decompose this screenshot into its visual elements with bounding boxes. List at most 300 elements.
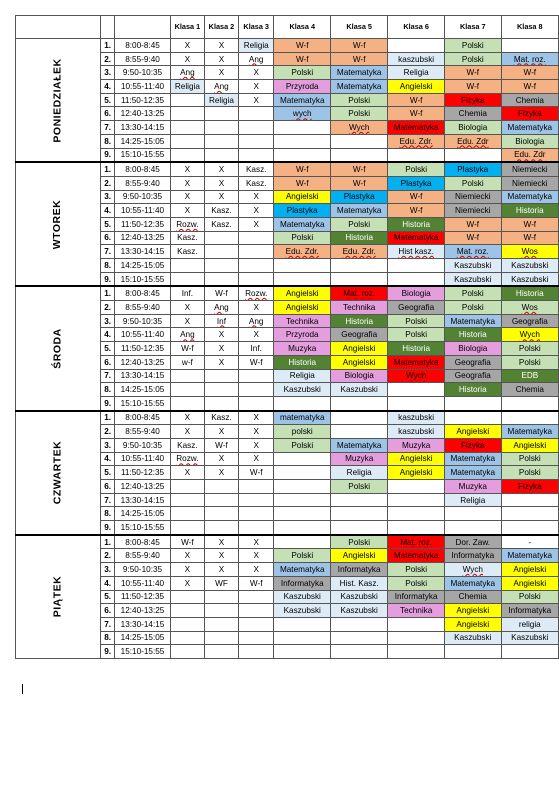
subject-cell bbox=[444, 39, 501, 53]
subject-cell bbox=[501, 493, 558, 507]
subject-name: Edu. Zdr. bbox=[342, 247, 376, 257]
subject-cell bbox=[239, 148, 274, 162]
subject-cell bbox=[204, 286, 238, 300]
subject-name: Historia bbox=[515, 206, 544, 216]
subject-cell bbox=[444, 80, 501, 94]
subject-name: Plastyka bbox=[343, 192, 375, 202]
subject-cell bbox=[204, 245, 238, 259]
subject-cell bbox=[170, 342, 204, 356]
subject-cell bbox=[170, 549, 204, 563]
subject-cell bbox=[170, 438, 204, 452]
subject-name: wych bbox=[292, 109, 312, 119]
subject-name: Ang bbox=[180, 68, 195, 78]
subject-cell bbox=[331, 521, 388, 535]
class-header-8: Klasa 8 bbox=[501, 16, 558, 39]
subject-name: Historia bbox=[345, 233, 374, 243]
subject-cell bbox=[274, 314, 331, 328]
subject-name: Historia bbox=[515, 289, 544, 299]
subject-name: Niemiecki bbox=[512, 178, 548, 188]
subject-cell bbox=[170, 493, 204, 507]
subject-cell bbox=[331, 466, 388, 480]
subject-name: W-f bbox=[466, 233, 480, 243]
subject-name: Edu. Zdr. bbox=[399, 136, 433, 146]
subject-cell bbox=[274, 134, 331, 148]
subject-cell bbox=[204, 107, 238, 121]
subject-name: W-f bbox=[523, 219, 537, 229]
subject-cell bbox=[331, 493, 388, 507]
subject-name: Przyroda bbox=[285, 330, 319, 340]
subject-cell bbox=[204, 52, 238, 66]
subject-name: W-f bbox=[295, 40, 309, 50]
subject-cell bbox=[170, 121, 204, 135]
timetable bbox=[15, 15, 559, 659]
subject-cell bbox=[444, 286, 501, 300]
subject-name: Polski bbox=[348, 481, 371, 491]
subject-cell bbox=[331, 535, 388, 549]
lesson-time: 10:55-11:40 bbox=[115, 576, 171, 590]
lesson-time: 8:00-8:45 bbox=[115, 411, 171, 425]
subject-name: Edu. Zdr bbox=[514, 150, 546, 160]
subject-cell bbox=[239, 411, 274, 425]
subject-name: Polski bbox=[405, 316, 428, 326]
subject-cell bbox=[204, 535, 238, 549]
subject-cell bbox=[239, 425, 274, 439]
subject-name: Rozw. bbox=[176, 454, 199, 464]
subject-name: W-f bbox=[215, 440, 228, 450]
lesson-time: 12:40-13:25 bbox=[115, 231, 171, 245]
subject-cell bbox=[331, 369, 388, 383]
subject-cell bbox=[239, 466, 274, 480]
subject-name: Inf. bbox=[250, 343, 262, 353]
subject-name: Angielski bbox=[399, 454, 433, 464]
lesson-time: 13:30-14:15 bbox=[115, 369, 171, 383]
subject-cell bbox=[204, 66, 238, 80]
subject-name: W-f bbox=[295, 54, 309, 64]
subject-cell bbox=[444, 328, 501, 342]
subject-cell bbox=[274, 645, 331, 659]
subject-cell bbox=[204, 617, 238, 631]
subject-cell bbox=[274, 162, 331, 176]
subject-cell bbox=[170, 425, 204, 439]
subject-cell bbox=[170, 52, 204, 66]
subject-name: Religia bbox=[346, 468, 372, 478]
subject-cell bbox=[444, 176, 501, 190]
subject-name: Polski bbox=[291, 551, 314, 561]
subject-cell bbox=[170, 645, 204, 659]
subject-cell bbox=[331, 383, 388, 397]
subject-cell bbox=[170, 107, 204, 121]
subject-name: Plastyka bbox=[286, 206, 318, 216]
subject-cell bbox=[444, 52, 501, 66]
subject-cell bbox=[204, 576, 238, 590]
subject-cell bbox=[170, 466, 204, 480]
subject-cell bbox=[274, 563, 331, 577]
subject-cell bbox=[331, 272, 388, 286]
lesson-number: 5. bbox=[101, 466, 115, 480]
lesson-number: 6. bbox=[101, 107, 115, 121]
subject-name: X bbox=[253, 427, 259, 437]
subject-cell bbox=[204, 39, 238, 53]
subject-cell bbox=[501, 535, 558, 549]
subject-cell bbox=[501, 217, 558, 231]
subject-cell bbox=[331, 438, 388, 452]
subject-name: X bbox=[253, 302, 259, 312]
subject-name: Kasz. bbox=[177, 440, 198, 450]
day-label bbox=[16, 411, 101, 535]
subject-cell bbox=[204, 328, 238, 342]
subject-cell bbox=[239, 80, 274, 94]
subject-name: Matematyka bbox=[279, 564, 325, 574]
subject-name: X bbox=[184, 468, 191, 478]
lesson-number: 3. bbox=[101, 563, 115, 577]
subject-cell bbox=[331, 342, 388, 356]
subject-name: Angielski bbox=[285, 302, 319, 312]
subject-cell bbox=[331, 452, 388, 466]
subject-name: Kaszubski bbox=[340, 385, 378, 395]
subject-name: X bbox=[218, 454, 225, 464]
subject-cell bbox=[239, 396, 274, 410]
subject-cell bbox=[239, 535, 274, 549]
subject-name: X bbox=[218, 192, 225, 202]
subject-cell bbox=[239, 631, 274, 645]
subject-name: X bbox=[218, 330, 225, 340]
subject-name: W-f bbox=[352, 178, 366, 188]
subject-cell bbox=[204, 590, 238, 604]
subject-cell bbox=[444, 452, 501, 466]
subject-cell bbox=[170, 190, 204, 204]
subject-name: Kaszubski bbox=[283, 385, 321, 395]
lesson-time: 12:40-13:25 bbox=[115, 355, 171, 369]
subject-cell bbox=[444, 272, 501, 286]
subject-name: Przyroda bbox=[285, 81, 319, 91]
subject-name: Historia bbox=[345, 316, 374, 326]
subject-cell bbox=[501, 549, 558, 563]
subject-cell bbox=[274, 176, 331, 190]
subject-cell bbox=[331, 645, 388, 659]
subject-cell bbox=[388, 176, 445, 190]
subject-cell bbox=[204, 507, 238, 521]
subject-cell bbox=[170, 39, 204, 53]
subject-cell bbox=[501, 369, 558, 383]
subject-name: Ang bbox=[214, 81, 229, 91]
subject-name: Polski bbox=[461, 40, 484, 50]
subject-cell bbox=[204, 204, 238, 218]
subject-cell bbox=[501, 93, 558, 107]
subject-cell bbox=[274, 355, 331, 369]
subject-cell bbox=[170, 148, 204, 162]
subject-cell bbox=[170, 355, 204, 369]
subject-name: X bbox=[184, 302, 191, 312]
subject-cell bbox=[388, 411, 445, 425]
subject-cell bbox=[274, 521, 331, 535]
number-header bbox=[101, 16, 115, 39]
subject-cell bbox=[274, 425, 331, 439]
subject-cell bbox=[444, 645, 501, 659]
subject-cell bbox=[444, 411, 501, 425]
lesson-number: 4. bbox=[101, 576, 115, 590]
subject-name: EDB bbox=[521, 371, 539, 381]
subject-cell bbox=[501, 631, 558, 645]
subject-cell bbox=[239, 107, 274, 121]
subject-cell bbox=[170, 396, 204, 410]
subject-name: Kaszubski bbox=[340, 606, 378, 616]
subject-cell bbox=[388, 396, 445, 410]
subject-cell bbox=[274, 190, 331, 204]
subject-name: X bbox=[184, 578, 191, 588]
subject-cell bbox=[170, 576, 204, 590]
subject-cell bbox=[204, 301, 238, 315]
subject-name: Mat. roz. bbox=[456, 247, 489, 257]
subject-cell bbox=[444, 217, 501, 231]
subject-cell bbox=[501, 259, 558, 273]
subject-cell bbox=[239, 438, 274, 452]
subject-name: Matematyka bbox=[393, 233, 439, 243]
subject-name: Muzyka bbox=[402, 440, 431, 450]
subject-cell bbox=[388, 162, 445, 176]
subject-cell bbox=[444, 438, 501, 452]
subject-name: Matematyka bbox=[279, 95, 325, 105]
subject-cell bbox=[388, 563, 445, 577]
subject-cell bbox=[170, 452, 204, 466]
subject-name: Rozw. bbox=[245, 289, 268, 299]
subject-name: Polski bbox=[405, 564, 428, 574]
subject-cell bbox=[331, 121, 388, 135]
subject-name: Matematyka bbox=[393, 122, 439, 132]
subject-name: Kaszubski bbox=[454, 274, 492, 284]
subject-name: X bbox=[253, 81, 259, 91]
subject-name: X bbox=[253, 95, 259, 105]
subject-cell bbox=[501, 231, 558, 245]
class-header-4: Klasa 4 bbox=[274, 16, 331, 39]
subject-cell bbox=[501, 328, 558, 342]
subject-name: Hist kasz. bbox=[398, 247, 434, 257]
header-row bbox=[16, 16, 559, 39]
subject-cell bbox=[274, 466, 331, 480]
subject-name: Informatyka bbox=[451, 551, 495, 561]
subject-name: Informatyka bbox=[394, 592, 438, 602]
subject-cell bbox=[239, 66, 274, 80]
lesson-number: 9. bbox=[101, 148, 115, 162]
subject-name: Religia bbox=[460, 495, 486, 505]
lesson-time: 14:25-15:05 bbox=[115, 383, 171, 397]
subject-name: Matematyka bbox=[336, 206, 382, 216]
subject-name: Angielski bbox=[285, 289, 319, 299]
lesson-time: 10:55-11:40 bbox=[115, 204, 171, 218]
subject-cell bbox=[501, 411, 558, 425]
subject-cell bbox=[239, 245, 274, 259]
subject-name: X bbox=[218, 40, 225, 50]
subject-cell bbox=[444, 231, 501, 245]
subject-cell bbox=[274, 396, 331, 410]
subject-cell bbox=[331, 176, 388, 190]
subject-cell bbox=[388, 493, 445, 507]
lesson-number: 6. bbox=[101, 604, 115, 618]
subject-name: X bbox=[184, 316, 191, 326]
subject-name: Biologia bbox=[458, 343, 488, 353]
subject-cell bbox=[444, 396, 501, 410]
subject-name: Muzyka bbox=[288, 343, 317, 353]
subject-cell bbox=[239, 383, 274, 397]
subject-cell bbox=[204, 480, 238, 494]
subject-cell bbox=[274, 631, 331, 645]
subject-cell bbox=[239, 328, 274, 342]
subject-name: Rozw. bbox=[176, 219, 199, 229]
subject-cell bbox=[388, 342, 445, 356]
subject-cell bbox=[170, 314, 204, 328]
subject-cell bbox=[388, 245, 445, 259]
subject-name: Angielski bbox=[399, 468, 433, 478]
subject-name: W-f bbox=[249, 357, 263, 367]
day-label bbox=[16, 286, 101, 410]
subject-name: Matematyka bbox=[336, 68, 382, 78]
subject-cell bbox=[444, 631, 501, 645]
subject-cell bbox=[501, 563, 558, 577]
subject-cell bbox=[388, 272, 445, 286]
subject-cell bbox=[388, 355, 445, 369]
subject-name: Historia bbox=[402, 219, 431, 229]
subject-name: Mat. roz. bbox=[400, 537, 433, 547]
subject-name: religia bbox=[518, 619, 541, 629]
subject-cell bbox=[170, 617, 204, 631]
subject-cell bbox=[239, 549, 274, 563]
subject-cell bbox=[444, 493, 501, 507]
lesson-number: 3. bbox=[101, 66, 115, 80]
subject-cell bbox=[444, 245, 501, 259]
subject-cell bbox=[331, 190, 388, 204]
subject-cell bbox=[388, 535, 445, 549]
lesson-time: 11:50-12:35 bbox=[115, 466, 171, 480]
subject-cell bbox=[239, 231, 274, 245]
subject-name: Polski bbox=[348, 95, 371, 105]
subject-cell bbox=[170, 134, 204, 148]
subject-name: Polski bbox=[518, 592, 541, 602]
lesson-number: 9. bbox=[101, 521, 115, 535]
lesson-number: 5. bbox=[101, 590, 115, 604]
subject-cell bbox=[170, 66, 204, 80]
subject-name: Kaszubski bbox=[454, 260, 492, 270]
subject-name: Historia bbox=[458, 330, 487, 340]
lesson-time: 10:55-11:40 bbox=[115, 80, 171, 94]
subject-name: Matematyka bbox=[336, 81, 382, 91]
subject-name: Polski bbox=[518, 343, 541, 353]
subject-name: Informatyka bbox=[508, 606, 552, 616]
subject-name: Angielski bbox=[285, 192, 319, 202]
subject-name: Matematyka bbox=[393, 551, 439, 561]
subject-name: Angielski bbox=[342, 551, 376, 561]
subject-name: kaszubski bbox=[398, 427, 435, 437]
subject-cell bbox=[274, 259, 331, 273]
subject-cell bbox=[239, 39, 274, 53]
subject-name: Polski bbox=[291, 233, 314, 243]
subject-cell bbox=[170, 93, 204, 107]
subject-name: X bbox=[253, 564, 259, 574]
subject-cell bbox=[170, 176, 204, 190]
subject-cell bbox=[274, 107, 331, 121]
subject-name: Fizyka bbox=[460, 95, 485, 105]
subject-cell bbox=[331, 80, 388, 94]
subject-cell bbox=[274, 438, 331, 452]
subject-cell bbox=[444, 535, 501, 549]
subject-cell bbox=[170, 535, 204, 549]
subject-name: Fizyka bbox=[460, 440, 485, 450]
subject-name: Polski bbox=[518, 468, 541, 478]
subject-cell bbox=[331, 590, 388, 604]
subject-name: W-f bbox=[466, 219, 480, 229]
subject-name: W-f bbox=[466, 68, 480, 78]
lesson-number: 5. bbox=[101, 217, 115, 231]
lesson-time: 12:40-13:25 bbox=[115, 480, 171, 494]
lesson-number: 2. bbox=[101, 52, 115, 66]
subject-name: X bbox=[218, 178, 225, 188]
subject-name: Biologia bbox=[515, 136, 545, 146]
lesson-row bbox=[16, 411, 559, 425]
subject-cell bbox=[204, 452, 238, 466]
subject-name: X bbox=[184, 40, 191, 50]
subject-cell bbox=[388, 438, 445, 452]
subject-cell bbox=[170, 590, 204, 604]
subject-cell bbox=[204, 314, 238, 328]
subject-name: X bbox=[253, 219, 259, 229]
lesson-time: 9:50-10:35 bbox=[115, 66, 171, 80]
subject-name: Polski bbox=[348, 109, 371, 119]
lesson-number: 8. bbox=[101, 259, 115, 273]
subject-cell bbox=[274, 617, 331, 631]
subject-cell bbox=[274, 369, 331, 383]
class-header-1: Klasa 1 bbox=[170, 16, 204, 39]
subject-name: Polski bbox=[405, 578, 428, 588]
lesson-time: 14:25-15:05 bbox=[115, 259, 171, 273]
subject-cell bbox=[331, 66, 388, 80]
subject-name: Wos bbox=[521, 247, 538, 257]
subject-name: Angielski bbox=[513, 578, 547, 588]
subject-cell bbox=[274, 66, 331, 80]
hours-header bbox=[115, 16, 171, 39]
subject-cell bbox=[388, 134, 445, 148]
subject-name: w-f bbox=[181, 357, 193, 367]
subject-name: X bbox=[253, 330, 259, 340]
class-header-7: Klasa 7 bbox=[444, 16, 501, 39]
lesson-number: 3. bbox=[101, 190, 115, 204]
subject-cell bbox=[444, 480, 501, 494]
subject-name: X bbox=[218, 427, 225, 437]
subject-name: Religia bbox=[243, 40, 269, 50]
lesson-row bbox=[16, 286, 559, 300]
subject-name: Ang bbox=[248, 54, 264, 64]
subject-cell bbox=[204, 411, 238, 425]
subject-cell bbox=[331, 314, 388, 328]
subject-cell bbox=[239, 493, 274, 507]
subject-name: Kaszubski bbox=[454, 633, 492, 643]
subject-name: X bbox=[218, 343, 225, 353]
subject-cell bbox=[388, 645, 445, 659]
subject-cell bbox=[388, 93, 445, 107]
lesson-number: 8. bbox=[101, 631, 115, 645]
subject-name: Polski bbox=[348, 219, 371, 229]
subject-name: Polski bbox=[461, 289, 484, 299]
subject-cell bbox=[501, 148, 558, 162]
subject-name: Matematyka bbox=[507, 427, 553, 437]
subject-name: X bbox=[184, 165, 191, 175]
subject-cell bbox=[239, 259, 274, 273]
subject-cell bbox=[331, 231, 388, 245]
subject-cell bbox=[388, 66, 445, 80]
subject-name: X bbox=[218, 537, 225, 547]
lesson-number: 1. bbox=[101, 162, 115, 176]
subject-name: W-f bbox=[352, 165, 366, 175]
subject-cell bbox=[274, 301, 331, 315]
subject-cell bbox=[239, 617, 274, 631]
subject-name: X bbox=[184, 178, 191, 188]
